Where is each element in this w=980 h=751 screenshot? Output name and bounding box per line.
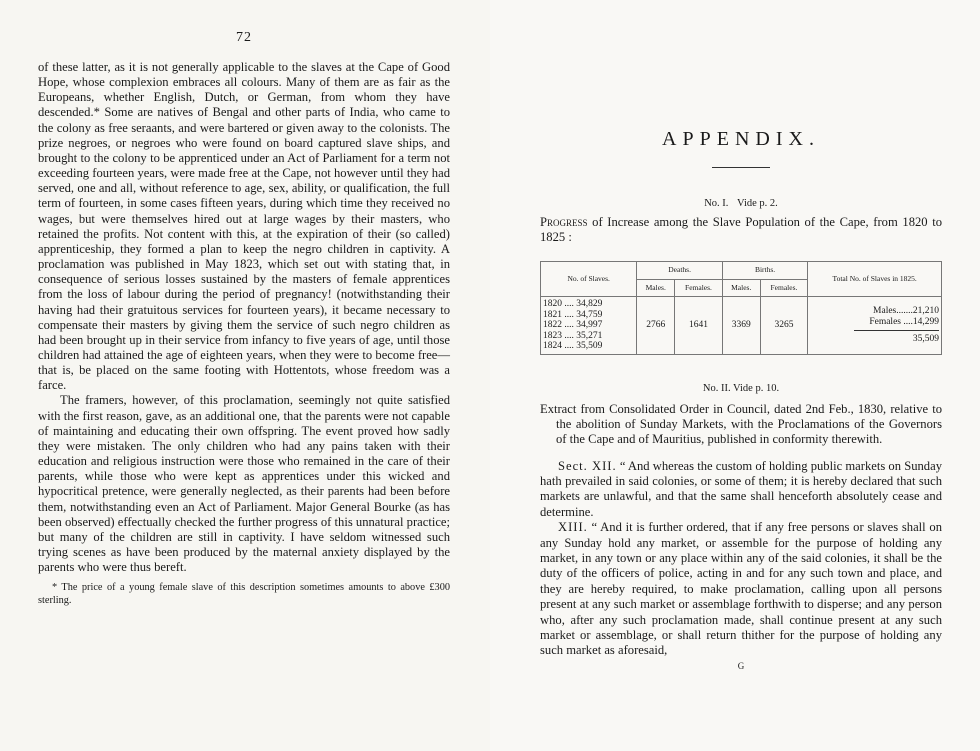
extract-heading: Extract from Consolidated Order in Council, dated 2nd Feb., 1830, relative to the abolition of Sunday Markets, with the Proclamations of the Governors of the Cape and of Mauritius, published in conformity therewith. <box>540 401 942 446</box>
appendix-title: APPENDIX. <box>662 128 820 150</box>
progress-heading-rest: of Increase among the Slave Population of the Cape, from 1820 to 1825 : <box>540 215 942 244</box>
section-xii-text: “ And whereas the custom of holding public markets on Sunday hath prevailed in said colonies, or some of them; it is hereby declared that such markets are unlawful, and that the same shall henceforth absolutely cease and determine. <box>540 458 942 519</box>
year-row: 1822 .... 34,997 <box>543 320 603 330</box>
title-rule <box>712 167 770 168</box>
section-xiii-paragraph <box>540 520 942 659</box>
progress-heading <box>540 215 942 245</box>
total-sum: 35,509 <box>912 334 939 344</box>
total-males: Males.......21,210 <box>873 306 939 316</box>
year-row: 1824 .... 35,509 <box>543 341 603 351</box>
year-row: 1820 .... 34,829 <box>543 299 603 309</box>
section-2-label: No. II. <box>702 382 731 394</box>
births-females-value: 3265 <box>760 297 808 355</box>
total-females: Females ....14,299 <box>869 316 939 327</box>
deaths-females-value: 1641 <box>675 297 723 355</box>
slave-population-table <box>540 261 942 355</box>
left-body <box>38 60 450 607</box>
section-xiii-label: XIII. <box>558 520 588 535</box>
births-males-value: 3369 <box>722 297 760 355</box>
section-xii-label: Sect. XII. <box>558 458 617 473</box>
footnote: * The price of a young female slave of this description sometimes amounts to above £300 sterling. <box>38 582 450 607</box>
year-row: 1823 .... 35,271 <box>543 330 603 341</box>
header-births-females: Females. <box>760 279 808 297</box>
year-rows <box>541 297 637 355</box>
section-1-label: No. I. <box>704 198 729 209</box>
signature-mark: G <box>737 660 745 671</box>
header-deaths: Deaths. <box>637 262 722 280</box>
left-paragraph-2: The framers, however, of this proclamation, seemingly not quite satisfied with the first reason, gave, as an additional one, that the parents were not capable of maintaining and educating their own offspring. The event proved how sadly they were mistaken. The only children who had any pains taken with their education and religious instruction were those who remained in the care of their parents, while those who were kept as apprentices under this wicked and hypocritical pretence, were generally neglected, as their parents had been before them, notwithstanding even an Act of Parliament. Major General Bourke (as has been observed) effectually checked the further progress of this unnatural practice; but many of the children are still in captivity. I have seldom witnessed such trying scenes as have been produced by the maternal anxiety displayed by the parents who were thus bereft. <box>38 393 450 575</box>
section-1-number <box>540 198 942 209</box>
header-births: Births. <box>722 262 807 280</box>
section-xiii-text: “ And it is further ordered, that if any free persons or slaves shall on any Sunday hold any market, or assemble for the purpose of holding any market, in any town or any place within any of the said colonies, it shall be the duty of the officers of police, acting in and for any such town and place, and they are hereby required, to make proclamation, calling upon all persons present at any such market or assemblage forthwith to disperse; and any person who, after any such proclamation made, shall continue present at any such market or assemblage, or shall return thither for the purpose of holding any such market as aforesaid, <box>540 520 942 658</box>
section-2-vide: Vide p. 10. <box>733 382 780 394</box>
header-total: Total No. of Slaves in 1825. <box>808 262 942 297</box>
section-1-vide: Vide p. 2. <box>737 198 778 209</box>
right-page <box>490 0 980 751</box>
page-number: 72 <box>236 30 252 45</box>
progress-heading-lead: Progress <box>540 215 588 229</box>
total-rule <box>854 330 939 331</box>
section-2-number <box>540 383 942 394</box>
left-paragraph-1: of these latter, as it is not generally applicable to the slaves at the Cape of Good Hope, whose complexion embraces all colours. Many of them are as fair as the Europeans, whether English, Dutch, or German, from whom they have descended.* Some are natives of Bengal and other parts of India, who came to the colony as free seraants, and were bartered or given away to the colonists. The prize negroes, or negroes who were found on board captured slave ships, and brought to the colony to be apprenticed under an Act of Parliament for a term not exceeding fourteen years, were made free at the Cape, not however until they had served, one and all, without reference to age, sex, ability, or qualification, the full term of fourteen, in some cases fifteen years, during which time they received no wages, but were themselves hired out at large wages by their masters, who retained the profits. Not content with this, at the expiration of their (so called) apprenticeship, they formed a plan to keep the negro children in captivity. A proclamation was published in May 1823, which set out with stating that, in consequence of serious losses sustained by the masters of female apprentices from the loss of labour during the period of pregnancy! (notwithstanding their having had their gratuitous services for fourteen years), it became necessary to compensate their masters by giving them the service of such negro children as had been brought up in their service from infancy to five years of age, until those children had attained the age of eighteen years, when they were to become free—that is, be placed on the same footing with Hottentots, whose freedom was a farce. <box>38 60 450 393</box>
header-births-males: Males. <box>722 279 760 297</box>
section-xii-paragraph <box>540 459 942 521</box>
header-slaves: No. of Slaves. <box>541 262 637 297</box>
year-row: 1821 .... 34,759 <box>543 309 603 320</box>
header-deaths-males: Males. <box>637 279 675 297</box>
total-cell <box>808 297 942 355</box>
header-deaths-females: Females. <box>675 279 723 297</box>
deaths-males-value: 2766 <box>637 297 675 355</box>
